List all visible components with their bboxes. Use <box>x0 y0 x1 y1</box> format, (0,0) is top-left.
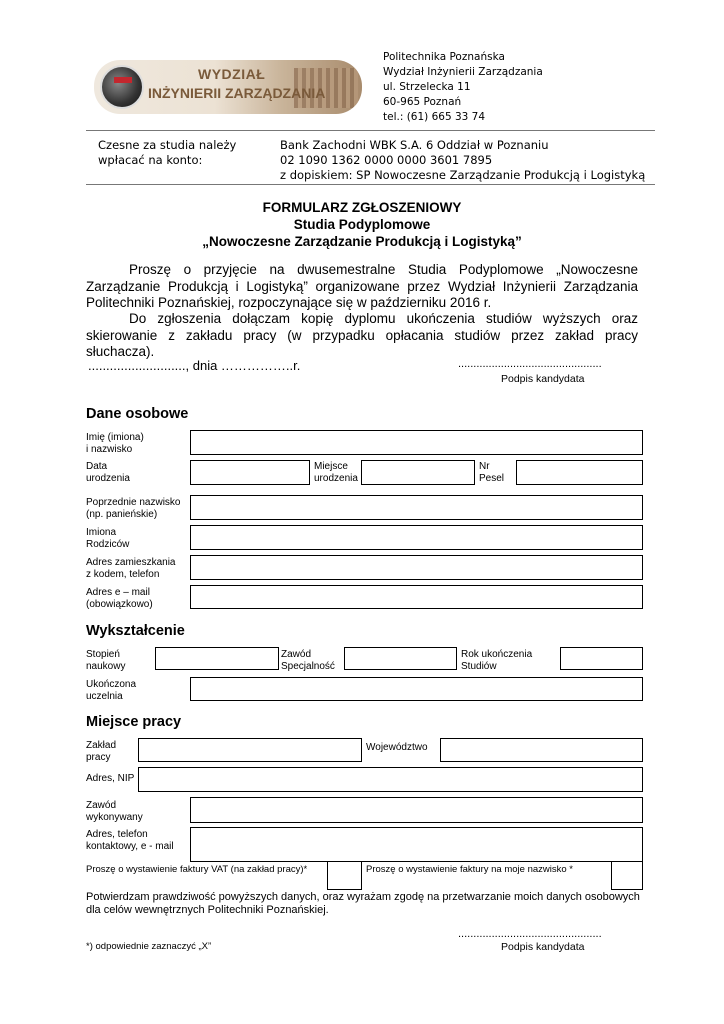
label-vat-company: Proszę o wystawienie faktury VAT (na zakład pracy)* <box>86 864 308 875</box>
label-parents-names: Imiona Rodziców <box>86 527 130 550</box>
graduation-year-input[interactable] <box>560 647 643 670</box>
label-full-name: Imię (imiona) i nazwisko <box>86 432 144 455</box>
label-profession-specialty: Zawód Specjalność <box>281 649 335 672</box>
payment-account: Bank Zachodni WBK S.A. 6 Oddział w Poznaniu 02 1090 1362 0000 0000 3601 7895 z dopiskiem: SP Nowoczesne Zarządzanie Produkcją i Logistyką <box>280 138 646 182</box>
divider-top <box>86 130 655 131</box>
label-pesel: Nr Pesel <box>479 461 505 484</box>
company-input[interactable] <box>138 738 362 762</box>
email-input[interactable] <box>190 585 643 609</box>
payment-label: Czesne za studia należy wpłacać na konto: <box>98 138 237 167</box>
university-address: Politechnika Poznańska Wydział Inżynierii Zarządzania ul. Strzelecka 11 60-965 Poznań tel.: (61) 665 33 74 <box>383 51 543 123</box>
label-place-of-birth: Miejsce urodzenia <box>314 461 358 484</box>
university-input[interactable] <box>190 677 643 701</box>
vat-self-checkbox[interactable] <box>611 861 643 890</box>
form-title: FORMULARZ ZGŁOSZENIOWY Studia Podyplomowe „Nowoczesne Zarządzanie Produkcją i Logistyką” <box>202 200 522 249</box>
footnote: *) odpowiednie zaznaczyć „X” <box>86 941 212 952</box>
label-previous-surname: Poprzednie nazwisko (np. panieńskie) <box>86 497 181 520</box>
label-contact: Adres, telefon kontaktowy, e - mail <box>86 829 174 852</box>
intro-paragraph-1: Proszę o przyjęcie na dwusemestralne Studia Podyplomowe „Nowoczesne Zarządzanie Produkcją i Logistyką” organizowane przez Wydział Inżynierii Zarządzania Politechniki Poznańskiej, rozpoczynające się w październiku 2016 r. <box>86 262 638 310</box>
date-of-birth-input[interactable] <box>190 460 310 485</box>
address-nip-input[interactable] <box>138 767 643 792</box>
degree-input[interactable] <box>155 647 279 670</box>
intro-paragraph-2: Do zgłoszenia dołączam kopię dyplomu ukończenia studiów wyższych oraz skierowanie z zakładu pracy (w przypadku opłacania studiów przez zakład pracy słuchacza). <box>86 311 638 359</box>
previous-surname-input[interactable] <box>190 495 643 520</box>
contact-input[interactable] <box>190 827 643 862</box>
full-name-input[interactable] <box>190 430 643 455</box>
logo-line-2: INŻYNIERII ZARZĄDZANIA <box>148 85 326 101</box>
label-address-nip: Adres, NIP <box>86 773 135 784</box>
label-home-address: Adres zamieszkania z kodem, telefon <box>86 557 176 580</box>
divider-bottom <box>86 184 655 185</box>
section-heading-education: Wykształcenie <box>86 623 185 639</box>
pesel-input[interactable] <box>516 460 643 485</box>
section-heading-workplace: Miejsce pracy <box>86 714 182 730</box>
profession-specialty-input[interactable] <box>344 647 457 670</box>
faculty-logo <box>94 60 362 114</box>
vat-company-checkbox[interactable] <box>327 861 362 890</box>
label-province: Województwo <box>366 742 428 753</box>
logo-line-1: WYDZIAŁ <box>198 66 266 82</box>
university-emblem-icon <box>100 65 144 109</box>
signature-caption-top: Podpis kandydata <box>501 373 585 385</box>
parents-names-input[interactable] <box>190 525 643 550</box>
label-degree: Stopień naukowy <box>86 649 126 672</box>
consent-statement: Potwierdzam prawdziwość powyższych danych, oraz wyrażam zgodę na przetwarzanie moich danych osobowych dla celów wewnętrznych Politechniki Poznańskiej. <box>86 891 640 916</box>
job-input[interactable] <box>190 797 643 823</box>
label-vat-self: Proszę o wystawienie faktury na moje nazwisko * <box>366 864 573 875</box>
signature-line-top[interactable]: ............................................... <box>458 358 602 370</box>
label-email: Adres e – mail (obowiązkowo) <box>86 587 153 610</box>
place-of-birth-input[interactable] <box>361 460 475 485</box>
label-date-of-birth: Data urodzenia <box>86 461 130 484</box>
label-company: Zakład pracy <box>86 740 117 763</box>
section-heading-personal: Dane osobowe <box>86 406 189 422</box>
label-graduation-year: Rok ukończenia Studiów <box>461 649 533 672</box>
label-university: Ukończona uczelnia <box>86 679 137 702</box>
signature-caption-bottom: Podpis kandydata <box>501 941 585 953</box>
home-address-input[interactable] <box>190 555 643 580</box>
place-date-field[interactable]: ..........................., dnia ……………..r. <box>88 358 301 373</box>
label-job: Zawód wykonywany <box>86 800 143 823</box>
province-input[interactable] <box>440 738 643 762</box>
signature-line-bottom[interactable]: ............................................... <box>458 928 602 940</box>
